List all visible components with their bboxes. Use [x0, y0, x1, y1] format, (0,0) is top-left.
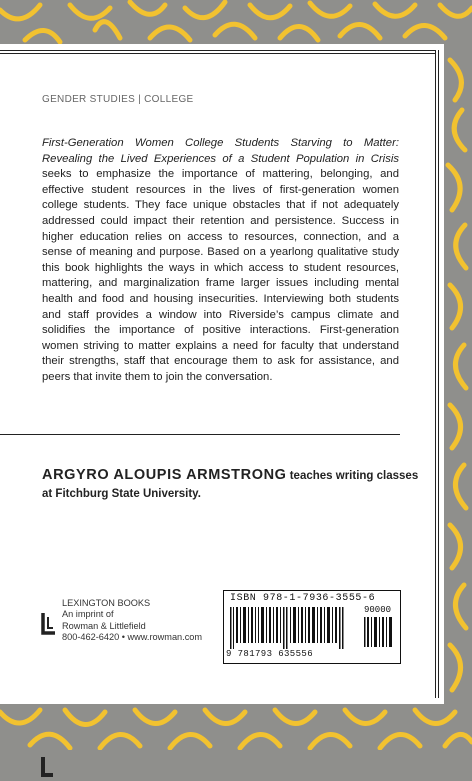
isbn-label: ISBN 978-1-7936-3555-6	[230, 593, 376, 604]
isbn-barcode	[230, 607, 350, 649]
publisher-imprint-line: An imprint of	[62, 609, 114, 620]
publisher-info	[62, 598, 202, 644]
price-code: 90000	[364, 605, 392, 615]
publisher-contact: 800-462-6420 • www.rowman.com	[62, 632, 203, 643]
barcode-box	[223, 590, 401, 664]
barcode-digits: 9 781793 635556	[226, 649, 314, 659]
author-bio-text: teaches writing classes at Fitchburg State University.	[42, 470, 419, 500]
addon-barcode	[364, 617, 394, 647]
lexington-books-logo	[39, 755, 57, 781]
category-label: GENDER STUDIES | COLLEGE	[42, 94, 194, 105]
publisher-name: LEXINGTON BOOKS	[62, 598, 151, 608]
author-name: ARGYRO ALOUPIS ARMSTRONG	[42, 467, 287, 483]
book-title-italic: First-Generation Women College Students Starving to Matter: Revealing the Lived Experiences of a Student Population in Crisis	[42, 137, 399, 165]
publisher-parent: Rowman & Littlefield	[62, 620, 146, 631]
description-body: seeks to emphasize the importance of mattering, belonging, and effective student resources in the lives of first-generation women college students. They face unique obstacles that if not adequately addressed could impact their retention and persistence. Success in higher education relies on access to resources, connection, and a sense of meaning and purpose. Based on a yearlong qualitative study this book highlights the ways in which access to student resources, mattering, and marginalization frame larger issues including mental health and food and housing insecurities. Interviewing both students and staff provides a window into Riverside’s campus climate and solidifies the importance of positive interactions. First-generation women striving to matter explains a need for faculty that understand their strengths, staff that encourage them to ask for assistance, and peers that invite them to join the conversation.	[42, 168, 399, 383]
publisher-logo-icon	[39, 611, 59, 637]
